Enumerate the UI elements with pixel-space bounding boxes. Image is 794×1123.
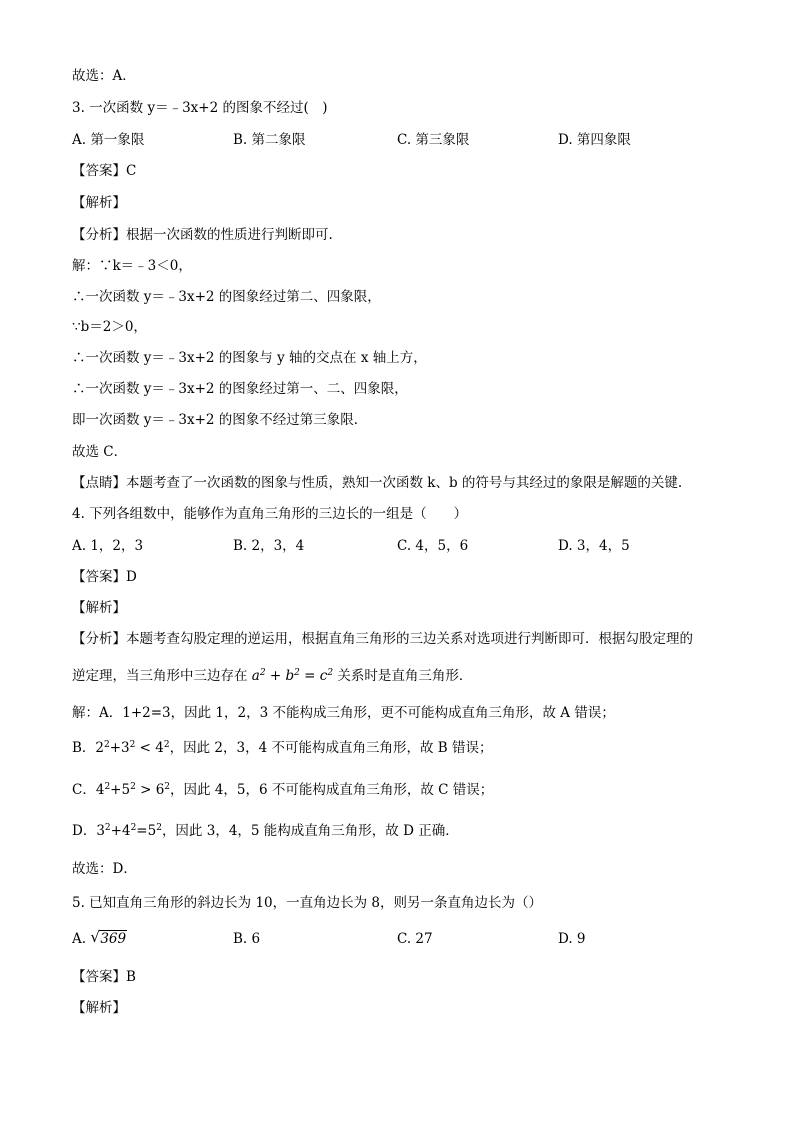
q4-step-c-post: ，因此 4，5，6 不可能构成直角三角形，故 C 错误；	[170, 782, 494, 798]
q3-option-a: A. 第一象限	[72, 132, 145, 148]
q4-option-b: B. 2，3，4	[233, 538, 305, 554]
q4-guxuan: 故选：D．	[72, 861, 137, 877]
q5-option-a	[72, 930, 127, 948]
question-5: 5. 已知直角三角形的斜边长为 10，一直角边长为 8，则另一条直角边长为（）	[72, 895, 543, 911]
q3-step-3: ∵b＝2＞0，	[72, 319, 147, 335]
q4-step-b-pre: B．	[72, 740, 96, 756]
q4-step-c	[72, 781, 493, 799]
q4-step-d	[72, 822, 459, 840]
q5-answer: 【答案】B	[72, 969, 136, 985]
question-4: 4. 下列各组数中，能够作为直角三角形的三边长的一组是（ ）	[72, 506, 468, 522]
q3-option-b: B. 第二象限	[233, 132, 306, 148]
q3-step-1: 解：∵k＝﹣3＜0，	[72, 258, 192, 274]
q4-step-a: 解：A．1+2=3，因此 1，2，3 不能构成三角形，更不可能构成直角三角形，故 A 错误；	[72, 705, 615, 721]
q3-jiexi: 【解析】	[72, 195, 126, 211]
q4-option-d: D. 3，4，5	[558, 538, 630, 554]
q3-option-d: D. 第四象限	[558, 132, 631, 148]
q3-option-c: C. 第三象限	[397, 132, 470, 148]
sqrt-expression: √ 369	[90, 928, 127, 947]
q4-fenxi-1: 【分析】本题考查勾股定理的逆运用，根据直角三角形的三边关系对选项进行判断即可．根据勾股定理的	[72, 631, 693, 647]
q4-step-b	[72, 739, 492, 757]
line-guxuan-a: 故选：A．	[72, 68, 136, 84]
q3-answer: 【答案】C	[72, 163, 137, 179]
sqrt-radicand: 369	[100, 931, 127, 947]
q3-step-6: 即一次函数 y＝﹣3x+2 的图象不经过第三象限．	[72, 412, 368, 428]
q5-option-a-prefix: A.	[72, 931, 87, 947]
q3-fenxi: 【分析】根据一次函数的性质进行判断即可.	[72, 227, 333, 243]
formula-c: $4^2+5^2 > 6^2$	[95, 782, 171, 798]
formula-d: $3^2+4^2=5^2$	[96, 823, 162, 839]
q3-step-5: ∴一次函数 y＝﹣3x+2 的图象经过第一、二、四象限，	[72, 381, 408, 397]
q4-answer: 【答案】D	[72, 569, 137, 585]
q4-step-d-post: ，因此 3，4，5 能构成直角三角形，故 D 正确．	[161, 823, 459, 839]
q3-dianjing: 【点睛】本题考查了一次函数的图象与性质，熟知一次函数 k、b 的符号与其经过的象限是解题的关键.	[72, 475, 683, 491]
q4-step-d-pre: D．	[72, 823, 97, 839]
q5-jiexi: 【解析】	[72, 1000, 126, 1016]
q4-fenxi-2-pre: 逆定理，当三角形中三边存在	[72, 668, 248, 684]
q4-option-c: C. 4，5，6	[397, 538, 469, 554]
q3-step-4: ∴一次函数 y＝﹣3x+2 的图象与 y 轴的交点在 x 轴上方，	[72, 350, 427, 366]
q4-step-c-pre: C．	[72, 782, 96, 798]
q4-jiexi: 【解析】	[72, 600, 126, 616]
q5-option-c: C. 27	[397, 931, 433, 947]
q4-option-a: A. 1，2，3	[72, 538, 144, 554]
q4-fenxi-2-post: 关系时是直角三角形．	[337, 668, 473, 684]
q5-option-d: D. 9	[558, 931, 586, 947]
q3-guxuan: 故选 C．	[72, 444, 128, 460]
q5-option-b: B. 6	[233, 931, 261, 947]
q3-step-2: ∴一次函数 y＝﹣3x+2 的图象经过第二、四象限，	[72, 289, 381, 305]
q4-fenxi-2	[72, 667, 472, 685]
q4-step-b-post: ，因此 2，3，4 不可能构成直角三角形，故 B 错误；	[169, 740, 493, 756]
question-3: 3. 一次函数 y＝﹣3x+2 的图象不经过( )	[72, 100, 328, 116]
formula-b: $2^2+3^2 < 4^2$	[95, 740, 170, 756]
pythagorean-formula: $a^2 + b^2 = c^2$	[247, 668, 334, 684]
